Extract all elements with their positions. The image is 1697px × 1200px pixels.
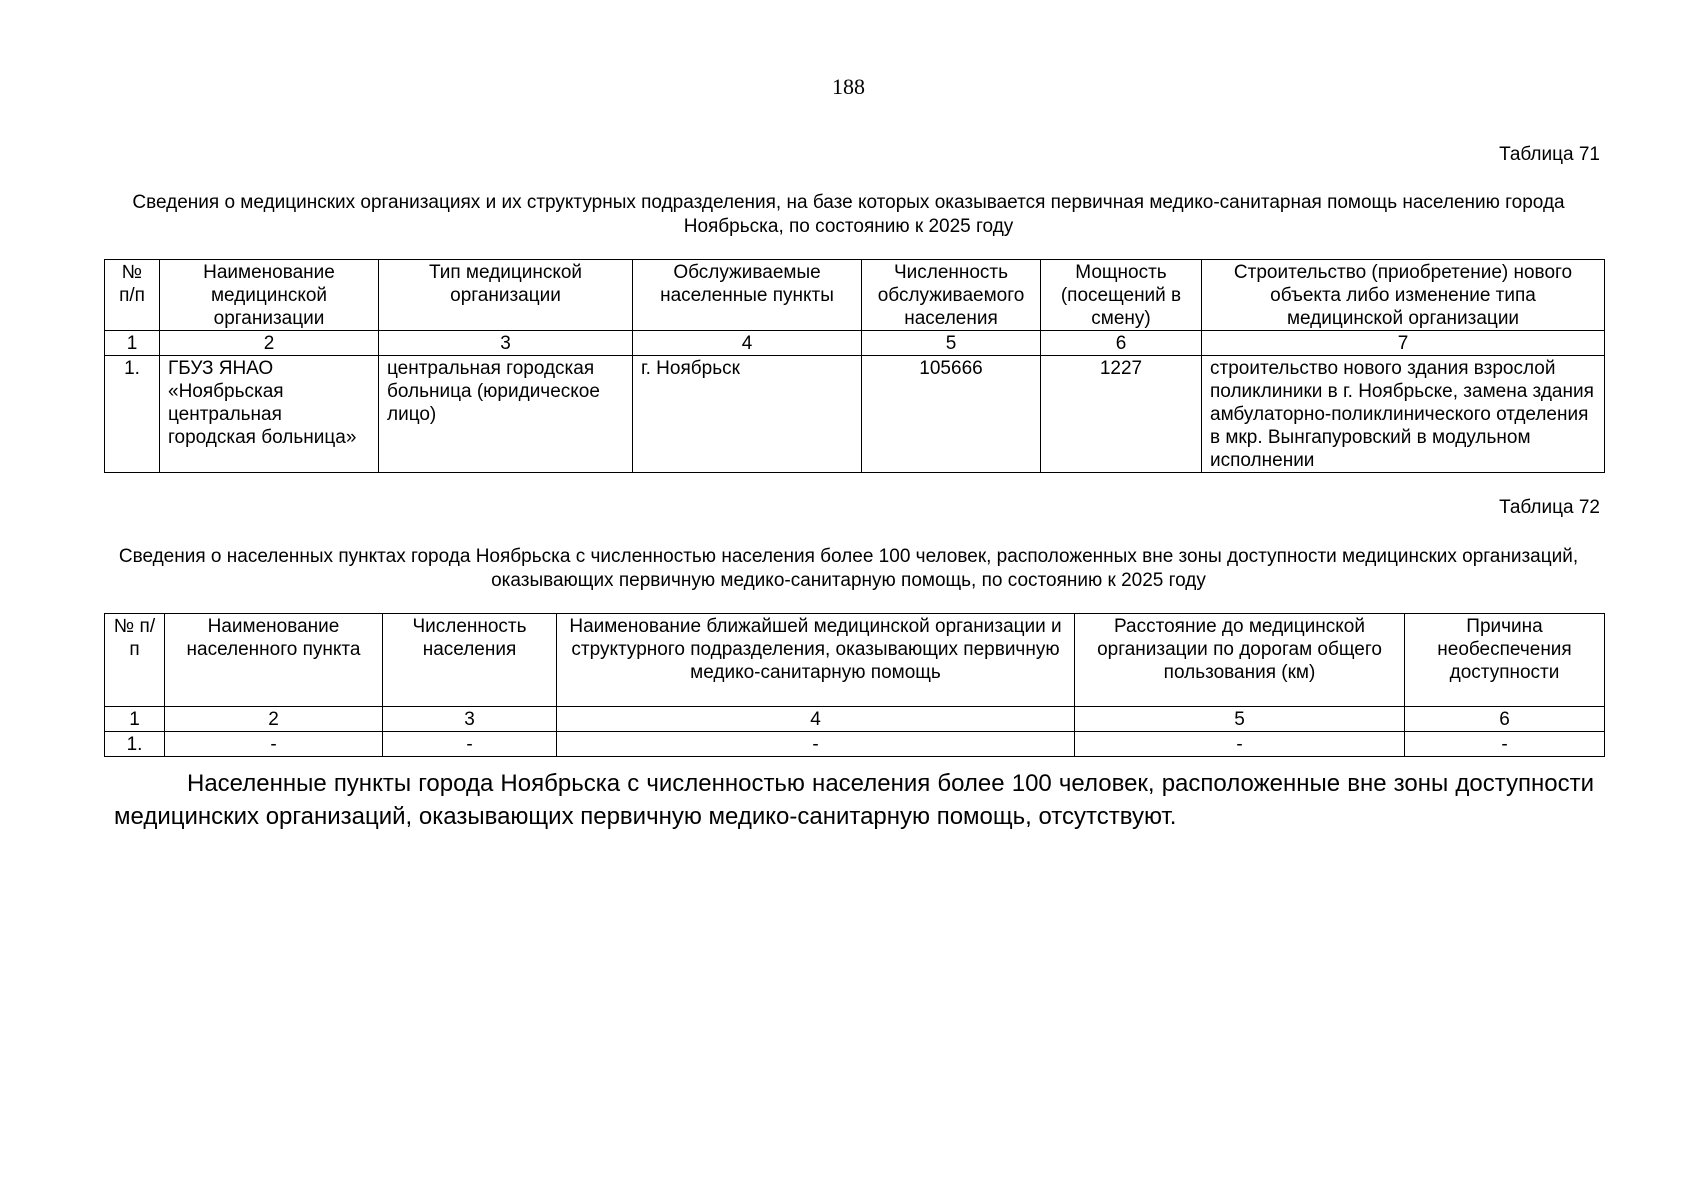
table-cell: 1227 xyxy=(1041,356,1202,473)
table-72-header-cell: Численность населения xyxy=(383,614,557,707)
table-72-col-number: 3 xyxy=(383,707,557,732)
page-number: 188 xyxy=(832,74,865,99)
table-71-col-number: 5 xyxy=(862,331,1041,356)
table-71 xyxy=(104,259,1605,473)
table-72-header-row xyxy=(105,614,1605,707)
table-71-col-number: 4 xyxy=(633,331,862,356)
table-71-column-number-row xyxy=(105,331,1605,356)
table-cell: - xyxy=(383,732,557,757)
table-71-header-cell: Наименование медицинской организации xyxy=(160,260,379,331)
table-row xyxy=(105,732,1605,757)
table-cell: 1. xyxy=(105,356,160,473)
table-72-col-number: 6 xyxy=(1405,707,1605,732)
table-72-header-cell: Наименование населенного пункта xyxy=(165,614,383,707)
table-72-header-cell: № п/п xyxy=(105,614,165,707)
table-cell: 1. xyxy=(105,732,165,757)
table-72-col-number: 5 xyxy=(1075,707,1405,732)
conclusion-paragraph: Населенные пункты города Ноябрьска с численностью населения более 100 человек, расположенные вне зоны доступности медицинских организаций, оказывающих первичную медико-санитарную помощь, отсутствуют. xyxy=(114,770,1594,830)
table-72-header-cell: Расстояние до медицинской организации по дорогам общего пользования (км) xyxy=(1075,614,1405,707)
table-72-col-number: 4 xyxy=(557,707,1075,732)
table-71-header-cell: Тип медицинской организации xyxy=(379,260,633,331)
table-71-header-cell: Численность обслуживаемого населения xyxy=(862,260,1041,331)
table-cell: - xyxy=(557,732,1075,757)
table-71-col-number: 1 xyxy=(105,331,160,356)
table-row xyxy=(105,356,1605,473)
table-71-header-row xyxy=(105,260,1605,331)
table-71-header-cell: № п/п xyxy=(105,260,160,331)
table-72-caption: Сведения о населенных пунктах города Ноябрьска с численностью населения более 100 человек, расположенных вне зоны доступности медицинских организаций, оказывающих первичную медико-санитарную помощь, по состоянию к 2025 году xyxy=(118,546,1579,591)
table-71-header-cell: Мощность (посещений в смену) xyxy=(1041,260,1202,331)
table-72-header-cell: Причина необеспечения доступности xyxy=(1405,614,1605,707)
table-71-header-cell: Обслуживаемые населенные пункты xyxy=(633,260,862,331)
table-cell: - xyxy=(1405,732,1605,757)
table-72-col-number: 1 xyxy=(105,707,165,732)
table-72 xyxy=(104,613,1605,757)
table-72-label: Таблица 72 xyxy=(1499,497,1600,518)
table-71-col-number: 6 xyxy=(1041,331,1202,356)
table-cell: строительство нового здания взрослой поликлиники в г. Ноябрьске, замена здания амбулаторно-поликлинического отделения в мкр. Вынгапуровский в модульном исполнении xyxy=(1202,356,1605,473)
table-cell: ГБУЗ ЯНАО «Ноябрьская центральная городская больница» xyxy=(160,356,379,473)
table-cell: 105666 xyxy=(862,356,1041,473)
table-cell: - xyxy=(165,732,383,757)
table-71-col-number: 7 xyxy=(1202,331,1605,356)
table-72-column-number-row xyxy=(105,707,1605,732)
table-71-label: Таблица 71 xyxy=(1499,144,1600,165)
table-71-caption: Сведения о медицинских организациях и их структурных подразделения, на базе которых оказывается первичная медико-санитарная помощь населению города Ноябрьска, по состоянию к 2025 году xyxy=(132,192,1565,237)
table-72-header-cell: Наименование ближайшей медицинской организации и структурного подразделения, оказывающих первичную медико-санитарную помощь xyxy=(557,614,1075,707)
table-71-header-cell: Строительство (приобретение) нового объекта либо изменение типа медицинской организации xyxy=(1202,260,1605,331)
table-cell: - xyxy=(1075,732,1405,757)
table-71-col-number: 3 xyxy=(379,331,633,356)
table-cell: центральная городская больница (юридическое лицо) xyxy=(379,356,633,473)
table-cell: г. Ноябрьск xyxy=(633,356,862,473)
table-71-col-number: 2 xyxy=(160,331,379,356)
table-72-col-number: 2 xyxy=(165,707,383,732)
